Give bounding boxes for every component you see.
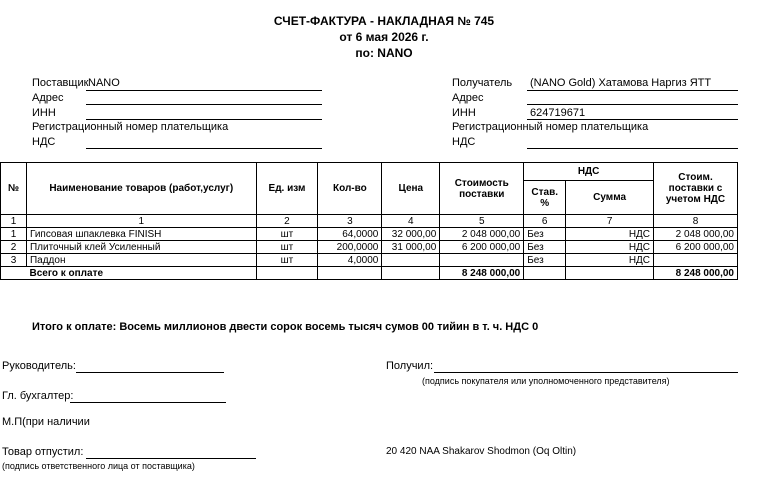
col-number: 6: [524, 215, 566, 228]
received-label: Получил:: [386, 360, 434, 372]
header-cost: Стоимость поставки: [440, 163, 524, 215]
supplier-address-line: [86, 104, 322, 105]
invoice-table: [0, 162, 738, 280]
header-vat-rate: Став. %: [524, 181, 566, 215]
row-vat-rate: Без: [524, 228, 566, 241]
col-number: 2: [256, 215, 318, 228]
row-cost: 6 200 000,00: [440, 241, 524, 254]
row-total: 6 200 000,00: [654, 241, 738, 254]
total-label: Всего к оплате: [26, 267, 256, 280]
supplier-inn-label: ИНН: [32, 107, 56, 119]
row-name: Паддон: [26, 254, 256, 267]
supplier-inn-line: [86, 119, 322, 120]
row-total: [654, 254, 738, 267]
document-date: от 6 мая 2026 г.: [339, 30, 429, 44]
row-vat-sum: НДС: [566, 254, 654, 267]
row-qty: 4,0000: [318, 254, 382, 267]
table-row: [1, 228, 738, 241]
row-vat-rate: Без: [524, 254, 566, 267]
total-cost: 8 248 000,00: [440, 267, 524, 280]
row-vat-sum: НДС: [566, 241, 654, 254]
table-row: [1, 254, 738, 267]
document-contract: по: NANO: [355, 46, 413, 60]
col-number: 1: [1, 215, 27, 228]
row-num: 3: [1, 254, 27, 267]
col-number: 1: [26, 215, 256, 228]
agent-name: 20 420 NAA Shakarov Shodmon (Oq Oltin): [386, 446, 577, 457]
row-unit: шт: [256, 254, 318, 267]
recipient-inn-label: ИНН: [452, 107, 476, 119]
header-total: Стоим. поставки с учетом НДС: [654, 163, 738, 215]
released-signature-line: [86, 458, 256, 459]
column-number-row: [1, 215, 738, 228]
col-number: 8: [654, 215, 738, 228]
recipient-line: [527, 90, 738, 91]
row-name: Гипсовая шпаклевка FINISH: [26, 228, 256, 241]
header-vat-sum: Сумма: [566, 181, 654, 215]
supplier-label: Поставщик: [32, 77, 89, 89]
document-title: СЧЕТ-ФАКТУРА - НАКЛАДНАЯ № 745: [273, 14, 495, 28]
row-unit: шт: [256, 241, 318, 254]
row-price: 32 000,00: [382, 228, 440, 241]
supplier-vat-line: [86, 148, 322, 149]
accountant-signature-line: [70, 402, 226, 403]
received-note: (подпись покупателя или уполномоченного представителя): [422, 376, 670, 386]
supplier-line: [86, 90, 322, 91]
row-total: 2 048 000,00: [654, 228, 738, 241]
table-row: [1, 241, 738, 254]
accountant-label: Гл. бухгалтер:: [2, 390, 74, 402]
row-vat-rate: Без: [524, 241, 566, 254]
supplier-vat-label: НДС: [32, 136, 56, 148]
header-num: №: [1, 163, 27, 215]
header-unit: Ед. изм: [256, 163, 318, 215]
head-signature-line: [76, 372, 224, 373]
released-label: Товар отпустил:: [2, 446, 84, 458]
supplier-value: NANO: [88, 77, 120, 89]
recipient-address-line: [527, 104, 738, 105]
recipient-inn-line: [527, 119, 738, 120]
released-note: (подпись ответственного лица от поставщика): [2, 461, 195, 471]
head-label: Руководитель:: [2, 360, 76, 372]
received-signature-line: [434, 372, 738, 373]
recipient-label: Получатель: [452, 77, 513, 89]
header-vat: НДС: [524, 163, 654, 181]
row-vat-sum: НДС: [566, 228, 654, 241]
recipient-vat-line: [527, 148, 738, 149]
row-price: 31 000,00: [382, 241, 440, 254]
header-qty: Кол-во: [318, 163, 382, 215]
col-number: 7: [566, 215, 654, 228]
row-price: [382, 254, 440, 267]
recipient-reg-label: Регистрационный номер плательщика: [452, 121, 649, 133]
row-qty: 200,0000: [318, 241, 382, 254]
row-cost: [440, 254, 524, 267]
recipient-inn-value: 624719671: [530, 107, 586, 119]
recipient-vat-label: НДС: [452, 136, 476, 148]
supplier-address-label: Адрес: [32, 92, 64, 104]
recipient-address-label: Адрес: [452, 92, 484, 104]
header-price: Цена: [382, 163, 440, 215]
total-row: [1, 267, 738, 280]
supplier-reg-label: Регистрационный номер плательщика: [32, 121, 229, 133]
row-unit: шт: [256, 228, 318, 241]
col-number: 5: [440, 215, 524, 228]
total-in-words: Итого к оплате: Восемь миллионов двести сорок восемь тысяч сумов 00 тийин в т. ч. НДС 0: [32, 321, 539, 333]
col-number: 4: [382, 215, 440, 228]
row-num: 1: [1, 228, 27, 241]
header-name: Наименование товаров (работ,услуг): [26, 163, 256, 215]
total-sum: 8 248 000,00: [654, 267, 738, 280]
col-number: 3: [318, 215, 382, 228]
row-num: 2: [1, 241, 27, 254]
stamp-label: М.П(при наличии: [2, 416, 90, 428]
row-name: Плиточный клей Усиленный: [26, 241, 256, 254]
row-cost: 2 048 000,00: [440, 228, 524, 241]
row-qty: 64,0000: [318, 228, 382, 241]
recipient-value: (NANO Gold) Хатамова Наргиз ЯТТ: [530, 77, 712, 89]
